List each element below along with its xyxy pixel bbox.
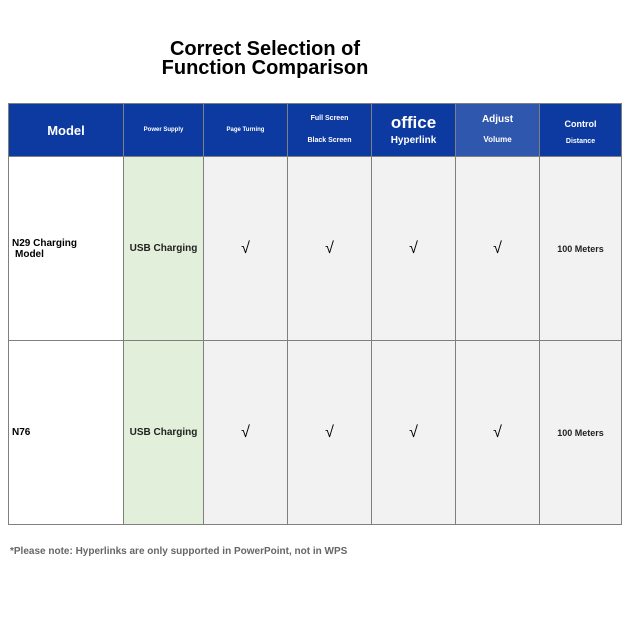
- model-name: N76: [9, 341, 124, 525]
- page-turning-check: √: [204, 341, 288, 525]
- header-page-turning: Page Turning: [204, 104, 288, 157]
- header-adjust-volume: [456, 104, 540, 157]
- full-screen-check: √: [288, 157, 372, 341]
- model-name: N29 Charging: [12, 237, 78, 249]
- hyperlink-check: √: [372, 341, 456, 525]
- header-volume-label: Volume: [483, 135, 512, 144]
- title-line-2: Function Comparison: [161, 57, 369, 79]
- header-full-screen-label: Full Screen: [310, 115, 349, 122]
- hyperlink-check: √: [372, 157, 456, 341]
- model-cell: [9, 157, 124, 341]
- header-office-hyperlink: [372, 104, 456, 157]
- full-screen-check: √: [288, 341, 372, 525]
- header-control-label: Control: [564, 119, 597, 129]
- volume-check: √: [456, 341, 540, 525]
- power-supply-cell: USB Charging: [124, 341, 204, 525]
- comparison-table: [8, 103, 622, 525]
- control-distance-cell: 100 Meters: [540, 157, 622, 341]
- table-row: [9, 341, 622, 525]
- header-power-supply: Power Supply: [124, 104, 204, 157]
- header-full-screen: [288, 104, 372, 157]
- table-row: [9, 157, 622, 341]
- header-control-distance: [540, 104, 622, 157]
- header-row: [9, 104, 622, 157]
- header-black-screen-label: Black Screen: [307, 137, 352, 144]
- header-hyperlink-label: Hyperlink: [390, 135, 437, 146]
- power-supply-cell: USB Charging: [124, 157, 204, 341]
- title-line-1: Correct Selection of: [169, 38, 361, 60]
- page-turning-check: √: [204, 157, 288, 341]
- header-adjust-label: Adjust: [481, 114, 514, 125]
- control-distance-cell: 100 Meters: [540, 341, 622, 525]
- header-model: Model: [9, 104, 124, 157]
- header-distance-label: Distance: [565, 138, 596, 145]
- model-name-sub: Model: [15, 248, 44, 260]
- page-title: [130, 40, 400, 78]
- header-office-label: office: [390, 113, 437, 132]
- footnote: *Please note: Hyperlinks are only supported in PowerPoint, not in WPS: [10, 546, 348, 557]
- volume-check: √: [456, 157, 540, 341]
